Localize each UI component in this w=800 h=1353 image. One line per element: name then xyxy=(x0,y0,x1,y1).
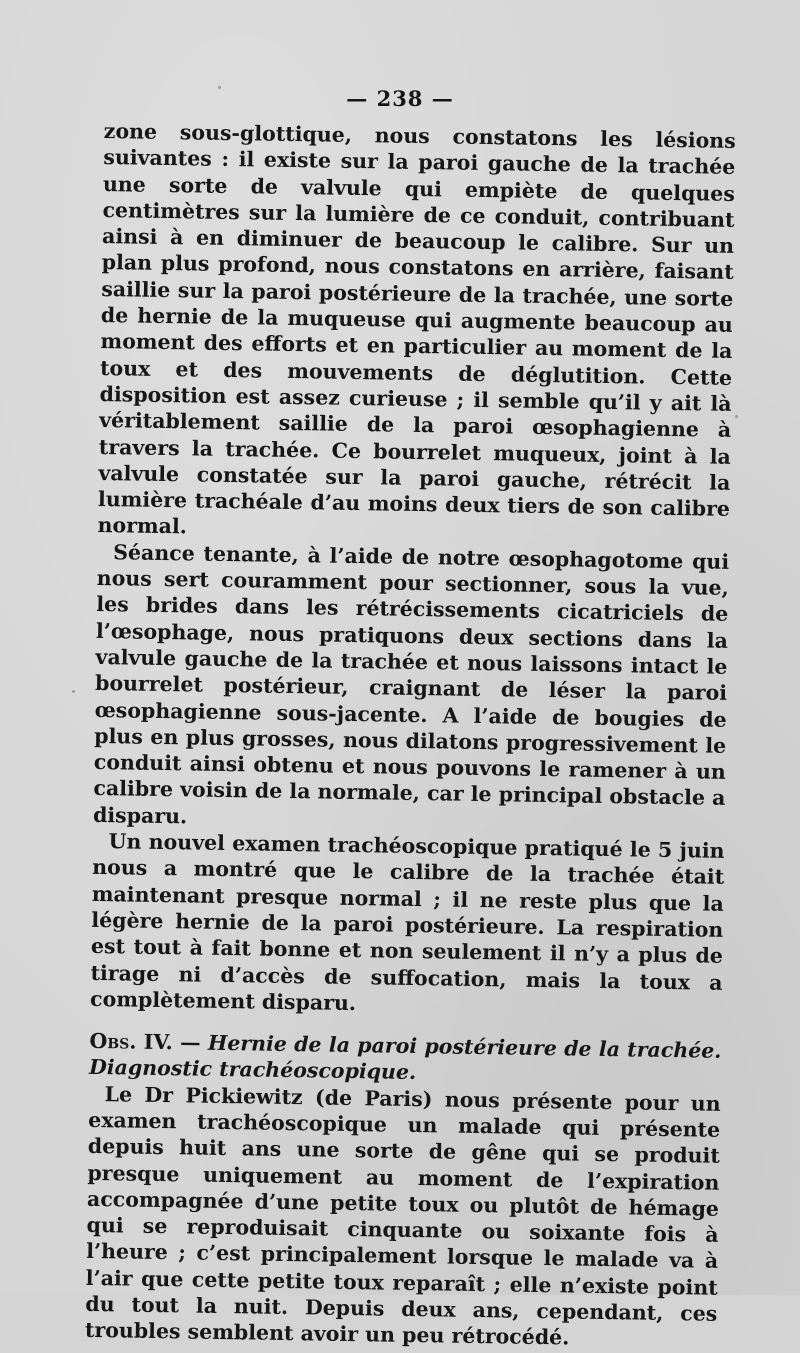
observation-dash: — xyxy=(172,1030,209,1055)
paragraph: Un nouvel examen trachéoscopique pratiqué le 5 juin nous a montré que le calibre de la trachée était maintenant presque normal ; il ne reste plus que la légère hernie de la paroi postérieure. La respiration est tout à fait bonne et non seulement il n’y a plus de tirage ni d’accès de suffocation, mais la toux a complètement disparu. xyxy=(89,829,725,1015)
observation-heading xyxy=(89,1028,722,1091)
paragraph: Le Dr Pickiewitz (de Paris) nous présente pour un examen trachéoscopique un malade qui présente depuis huit ans une sorte de gêne qui se produit presque uniquement au moment de l’expiration accompagnée d’une petite toux ou plutôt de hémage qui se reproduisait cinquante ou soixante fois à l’heure ; c’est principalement lorsque le malade va à l’air que cette petite toux reparaît ; elle n’existe point du tout la nuit. Depuis deux ans, cependant, ces troubles semblent avoir un peu rétrocédé. xyxy=(84,1081,721,1350)
observation-label: Obs. IV. xyxy=(89,1028,173,1055)
paper-speck xyxy=(72,690,75,693)
paragraph: zone sous-glottique, nous constatons les lésions suivantes : il existe sur la paroi gauche de la trachée une sorte de valvule qui empiète de quelques centimètres sur la lumière de ce conduit, contribuant ainsi à en diminuer de beaucoup le calibre. Sur un plan plus profond, nous constatons en arrière, faisant saillie sur la paroi postérieure de la trachée, une sorte de hernie de la muqueuse qui augmente beaucoup au moment des efforts et en particulier au moment de la toux et des mouvements de déglutition. Cette disposition est assez curieuse ; il semble qu’il y ait là véritablement saillie de la paroi œsophagienne à travers la trachée. Ce bourrelet muqueux, joint à la valvule constatée sur la paroi gauche, rétrécit la lumière trachéale d’au moins deux tiers de son calibre normal. xyxy=(97,118,736,539)
observation-title: Hernie de la paroi postérieure de la trachée. Diagnostic trachéoscopique. xyxy=(88,1030,722,1085)
paragraph: Séance tenante, à l’aide de notre œsophagotome qui nous sert couramment pour sectionner, sous la vue, les brides dans les rétrécissements cicatriciels de l’œsophage, nous pratiquons deux sections dans la valvule gauche de la trachée et nous laissons intact le bourrelet postérieur, craignant de léser la paroi œsophagienne sous-jacente. A l’aide de bougies de plus en plus grosses, nous dilatons progressivement le conduit ainsi obtenu et nous pouvons le ramener à un calibre voisin de la normale, car le principal obstacle a disparu. xyxy=(92,539,730,829)
page-number: — 238 — xyxy=(346,86,454,111)
page-text xyxy=(85,118,736,1353)
paper-speck xyxy=(735,415,738,418)
